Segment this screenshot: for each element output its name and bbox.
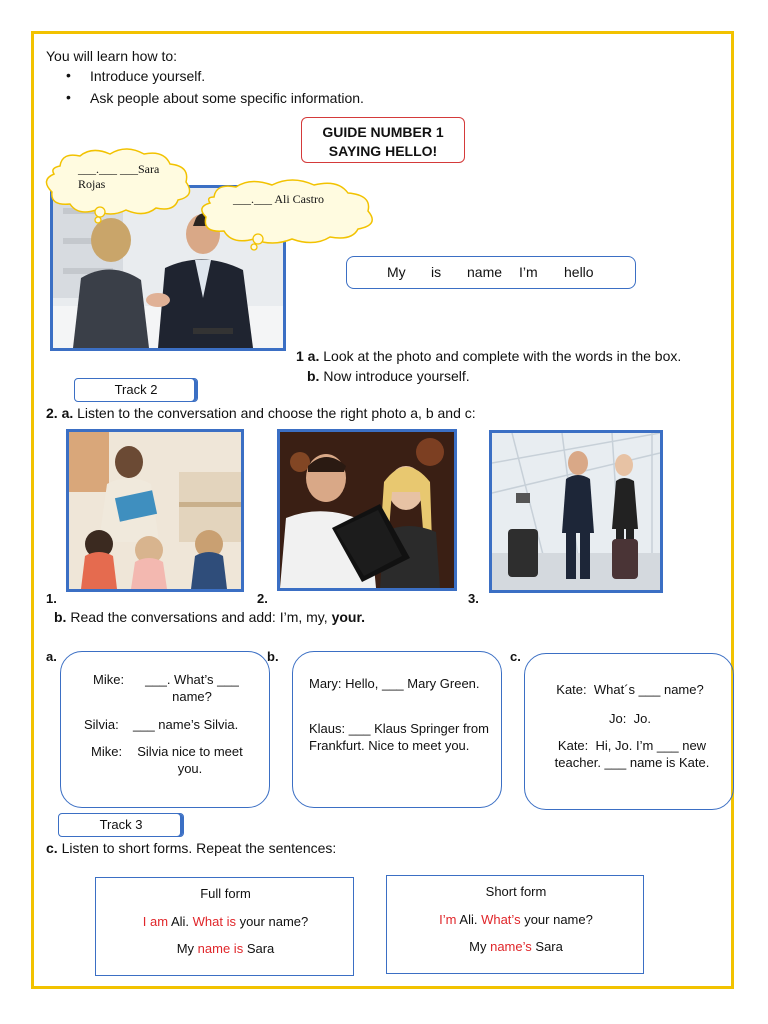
conv-c-speaker: Kate: bbox=[556, 682, 587, 697]
guide-title-line2: SAYING HELLO! bbox=[328, 143, 438, 159]
full-form-text: My bbox=[176, 941, 198, 956]
exercise-1b-number: b. bbox=[307, 368, 320, 384]
guide-title-box bbox=[301, 117, 465, 163]
bubble-left-text: ___.___ ___Sara Rojas bbox=[78, 162, 160, 191]
full-form-line-2 bbox=[96, 941, 355, 956]
conv-c-line-2 bbox=[525, 710, 735, 727]
bullet-dot: • bbox=[66, 67, 71, 83]
word-box bbox=[346, 256, 636, 289]
conv-c-text: Jo. bbox=[633, 711, 651, 726]
conv-b-speaker: Klaus: bbox=[309, 721, 346, 736]
conversation-b-box bbox=[292, 651, 502, 808]
full-form-title: Full form bbox=[200, 886, 251, 901]
short-form-line-2 bbox=[387, 939, 645, 954]
bubble-right-text: ___.___ Ali Castro bbox=[233, 192, 325, 206]
full-form-highlight: I am bbox=[142, 914, 169, 929]
conversation-c-label: c. bbox=[510, 649, 521, 664]
short-form-text: My bbox=[469, 939, 491, 954]
full-form-highlight: name is bbox=[197, 941, 244, 956]
bullet-dot: • bbox=[66, 89, 71, 105]
conv-b-speaker: Mary: bbox=[309, 676, 342, 691]
exercise-2a-number: 2. a. bbox=[46, 405, 74, 421]
exercise-1b bbox=[307, 366, 470, 386]
restaurant-menu-photo bbox=[277, 429, 457, 591]
conv-a-line: ___ name’s Silvia. bbox=[133, 717, 239, 732]
exercise-1a-text: Look at the photo and complete with the words in the box. bbox=[323, 348, 682, 364]
conv-c-line-3 bbox=[543, 737, 721, 771]
short-form-highlight: name’s bbox=[490, 939, 532, 954]
conversation-b-label: b. bbox=[267, 649, 279, 664]
full-form-text: your name? bbox=[235, 914, 309, 929]
classroom-photo bbox=[66, 429, 244, 592]
exercise-2c-text: Listen to short forms. Repeat the sentences: bbox=[61, 840, 337, 856]
short-form-line-1 bbox=[387, 912, 645, 927]
full-form-text: Ali. bbox=[168, 914, 193, 929]
conv-a-speaker: Silvia: bbox=[84, 717, 119, 732]
exercise-2b-bold-word: your. bbox=[331, 609, 366, 625]
short-form-highlight: I’m bbox=[439, 912, 457, 927]
full-form-highlight: What is bbox=[192, 914, 236, 929]
exercise-1a bbox=[296, 346, 681, 366]
exercise-2c-number: c. bbox=[46, 840, 58, 856]
exercise-2b-text: Read the conversations and add: I’m, my, bbox=[70, 609, 332, 625]
exercise-1b-text: Now introduce yourself. bbox=[323, 368, 470, 384]
full-form-line-1 bbox=[96, 914, 355, 929]
conv-c-speaker: Kate: bbox=[557, 738, 589, 753]
short-form-text: Ali. bbox=[456, 912, 482, 927]
conv-b-line-2 bbox=[309, 720, 489, 754]
conv-c-text: What´s ___ name? bbox=[593, 682, 704, 697]
short-form-text: Sara bbox=[531, 939, 563, 954]
conversation-a-box bbox=[60, 651, 270, 808]
conv-a-line: ___. What’s ___ name? bbox=[145, 672, 239, 704]
conv-a-line: Silvia nice to meet you. bbox=[137, 744, 243, 776]
guide-title-line1: GUIDE NUMBER 1 bbox=[322, 124, 444, 140]
thought-bubble-right bbox=[196, 175, 382, 251]
conv-a-speaker: Mike: bbox=[91, 744, 123, 759]
conv-b-text: Hello, ___ Mary Green. bbox=[345, 676, 480, 691]
exercise-2c bbox=[46, 838, 336, 858]
word-box-item: name bbox=[467, 264, 503, 280]
intro-heading: You will learn how to: bbox=[46, 48, 178, 64]
intro-bullet-1: Introduce yourself. bbox=[90, 68, 206, 84]
conv-c-line-1 bbox=[525, 681, 735, 698]
photo-number-1: 1. bbox=[46, 591, 57, 606]
intro-bullet-2: Ask people about some specific information. bbox=[90, 90, 364, 106]
exercise-2b bbox=[54, 607, 365, 627]
exercise-2b-number: b. bbox=[54, 609, 67, 625]
full-form-box bbox=[95, 877, 354, 976]
short-form-text: your name? bbox=[520, 912, 593, 927]
word-box-item: hello bbox=[564, 264, 594, 280]
word-box-item: I’m bbox=[519, 264, 538, 280]
conv-b-text: ___ Klaus Springer from Frankfurt. Nice to meet you. bbox=[309, 721, 489, 753]
short-form-title: Short form bbox=[485, 884, 547, 899]
photo-number-3: 3. bbox=[468, 591, 479, 606]
exercise-1a-number: 1 a. bbox=[296, 348, 320, 364]
conv-b-line-1 bbox=[309, 675, 489, 692]
word-box-item: My bbox=[387, 264, 406, 280]
photo-number-2: 2. bbox=[257, 591, 268, 606]
conversation-c-box bbox=[524, 653, 734, 810]
track-2-button[interactable]: Track 2 bbox=[74, 378, 198, 402]
conv-c-speaker: Jo: bbox=[609, 711, 627, 726]
airport-photo bbox=[489, 430, 663, 593]
short-form-box bbox=[386, 875, 644, 974]
exercise-2a-text: Listen to the conversation and choose the right photo a, b and c: bbox=[77, 405, 476, 421]
exercise-2a bbox=[46, 403, 476, 423]
conv-a-speaker: Mike: bbox=[93, 672, 125, 687]
conv-c-text: Hi, Jo. I’m ___ new teacher. ___ name is Kate. bbox=[554, 738, 710, 770]
short-form-highlight: What’s bbox=[481, 912, 521, 927]
full-form-text: Sara bbox=[243, 941, 275, 956]
track-3-button[interactable]: Track 3 bbox=[58, 813, 184, 837]
conversation-a-label: a. bbox=[46, 649, 57, 664]
word-box-item: is bbox=[431, 264, 442, 280]
